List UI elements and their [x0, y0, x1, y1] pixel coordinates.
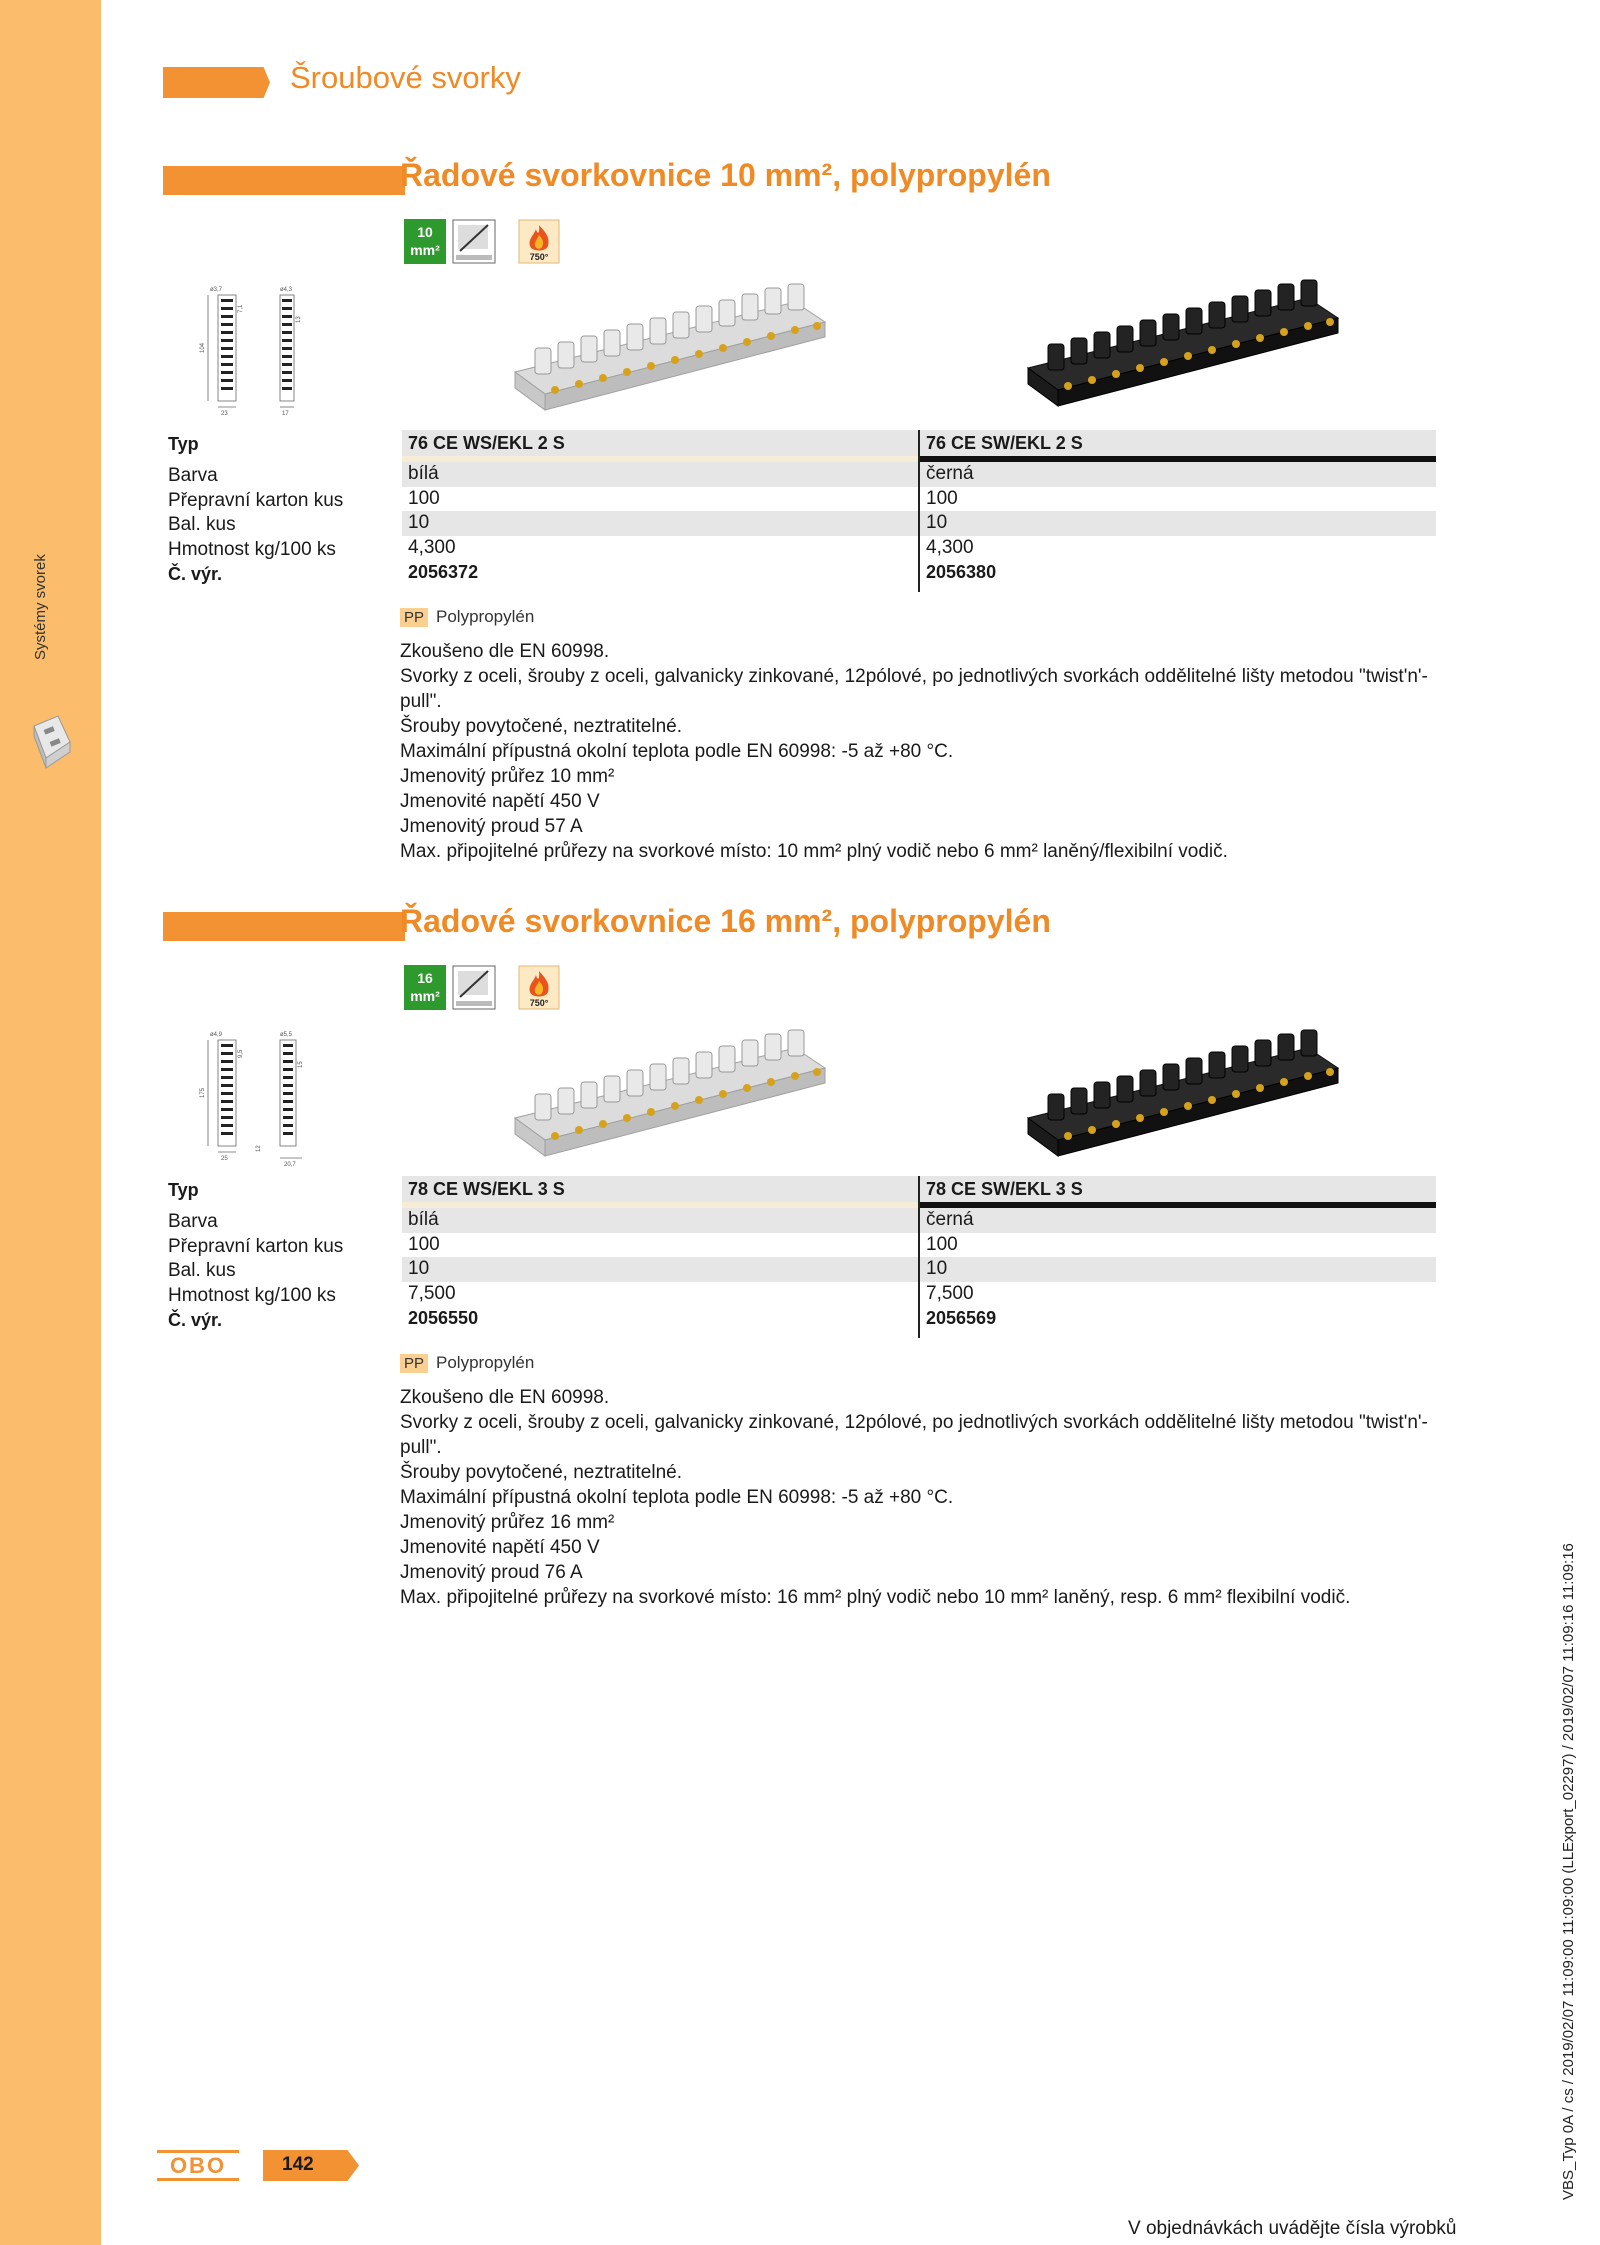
description-line: Zkoušeno dle EN 60998.	[400, 1387, 610, 1408]
flame-750-icon	[518, 965, 560, 1010]
label-bal: Bal. kus	[168, 514, 236, 535]
value-weight: 7,500	[926, 1282, 974, 1304]
dim-label: 104	[200, 342, 206, 353]
dim-label: ø4,3	[280, 287, 293, 293]
label-bal: Bal. kus	[168, 1260, 236, 1281]
value-karton: 100	[926, 487, 958, 509]
type-name: 78 CE SW/EKL 3 S	[920, 1176, 1436, 1202]
description-line: Maximální přípustná okolní teplota podle EN 60998: -5 až +80 °C.	[400, 1487, 954, 1508]
page-title: Šroubové svorky	[290, 60, 521, 95]
description	[400, 639, 1440, 864]
page-number: 142	[282, 2154, 314, 2175]
description-line: Jmenovitý průřez 16 mm²	[400, 1512, 615, 1533]
description-line: Max. připojitelné průřezy na svorkové místo: 16 mm² plný vodič nebo 10 mm² laněný, resp. 6 mm² flexibilní vodič.	[400, 1587, 1351, 1608]
spec-labels	[168, 432, 343, 587]
spec-labels	[168, 1178, 343, 1333]
sidebar-label: Systémy svorek	[32, 554, 49, 660]
description-line: Zkoušeno dle EN 60998.	[400, 641, 610, 662]
footer-note: V objednávkách uvádějte čísla výrobků	[1128, 2218, 1457, 2239]
product-photo-black	[1018, 1028, 1348, 1158]
description-line: Jmenovitý proud 57 A	[400, 816, 583, 837]
description-line: Max. připojitelné průřezy na svorkové místo: 10 mm² plný vodič nebo 6 mm² laněný/flexibilní vodič.	[400, 841, 1228, 862]
dim-label: 23	[221, 411, 228, 417]
value-color: černá	[920, 1208, 1436, 1233]
header-tag	[163, 67, 270, 98]
label-typ: Typ	[168, 434, 199, 454]
export-info: VBS_Typ 0A / cs / 2019/02/07 11:09:00 11:09:00 (LLExport_02297) / 2019/02/07 11:09:16 11:09:16	[1560, 1543, 1577, 2200]
label-typ: Typ	[168, 1180, 199, 1200]
description-line: Jmenovitý proud 76 A	[400, 1562, 583, 1583]
logo-text: OBO	[169, 2153, 227, 2178]
badge-unit: mm²	[410, 242, 440, 258]
material-line	[400, 1353, 534, 1373]
value-karton: 100	[408, 487, 440, 509]
value-color: bílá	[402, 1208, 918, 1233]
halogen-free-icon	[452, 219, 496, 264]
product-photo-white	[505, 282, 835, 412]
dim-label: 13	[296, 316, 302, 323]
value-bal: 10	[402, 1257, 918, 1282]
description-line: Jmenovité napětí 450 V	[400, 791, 600, 812]
technical-drawing	[196, 1028, 314, 1168]
value-weight: 4,300	[926, 536, 974, 558]
side-band	[0, 0, 101, 2245]
description-line: Jmenovitý průřez 10 mm²	[400, 766, 615, 787]
label-cvyr: Č. výr.	[168, 1310, 223, 1330]
value-bal: 10	[920, 1257, 1436, 1282]
type-name: 76 CE WS/EKL 2 S	[402, 430, 918, 456]
dim-label: ø5,5	[280, 1032, 293, 1038]
spec-column-black	[920, 430, 1436, 585]
label-hmotnost: Hmotnost kg/100 ks	[168, 1284, 336, 1306]
column-separator	[918, 1176, 920, 1338]
spec-column-black	[920, 1176, 1436, 1331]
value-bal: 10	[402, 511, 918, 536]
description	[400, 1385, 1440, 1610]
section-bar	[163, 912, 405, 941]
obo-logo	[157, 2150, 239, 2181]
description-line: Jmenovité napětí 450 V	[400, 1537, 600, 1558]
label-karton: Přepravní karton kus	[168, 489, 344, 511]
value-weight: 4,300	[408, 536, 456, 558]
product-photo-white	[505, 1028, 835, 1158]
description-line: Maximální přípustná okolní teplota podle EN 60998: -5 až +80 °C.	[400, 741, 954, 762]
spec-column-white	[402, 1176, 918, 1331]
description-line: Šrouby povytočené, neztratitelné.	[400, 1462, 683, 1483]
value-karton: 100	[926, 1233, 958, 1255]
material-line	[400, 607, 534, 627]
article-number: 2056380	[926, 562, 997, 582]
label-hmotnost: Hmotnost kg/100 ks	[168, 538, 336, 560]
flame-750-icon	[518, 219, 560, 264]
dim-label: 20,7	[284, 1162, 296, 1168]
label-karton: Přepravní karton kus	[168, 1235, 344, 1257]
section-title: Řadové svorkovnice 16 mm², polypropylén	[400, 903, 1051, 939]
value-color: bílá	[402, 462, 918, 487]
section-bar	[163, 166, 405, 195]
dim-label: ø3,7	[210, 287, 223, 293]
label-barva: Barva	[168, 465, 218, 486]
type-name: 76 CE SW/EKL 2 S	[920, 430, 1436, 456]
terminal-block-icon	[28, 712, 74, 770]
value-karton: 100	[408, 1233, 440, 1255]
material-code: PP	[400, 608, 428, 627]
halogen-free-icon	[452, 965, 496, 1010]
badge-temp: 750°	[529, 252, 549, 262]
dim-label: 9,5	[238, 1049, 244, 1058]
material-name: Polypropylén	[436, 607, 535, 626]
cross-section-badge	[404, 219, 446, 264]
value-color: černá	[920, 462, 1436, 487]
material-code: PP	[400, 1354, 428, 1373]
badge-unit: mm²	[410, 988, 440, 1004]
article-number: 2056569	[926, 1308, 997, 1328]
badge-size: 16	[417, 970, 433, 986]
value-weight: 7,500	[408, 1282, 456, 1304]
badge-size: 10	[417, 224, 433, 240]
column-separator	[918, 430, 920, 592]
article-number: 2056372	[408, 562, 479, 582]
value-bal: 10	[920, 511, 1436, 536]
technical-drawing	[196, 283, 314, 418]
description-line: Šrouby povytočené, neztratitelné.	[400, 716, 683, 737]
cross-section-badge	[404, 965, 446, 1010]
dim-label: 175	[200, 1087, 206, 1098]
section-title: Řadové svorkovnice 10 mm², polypropylén	[400, 157, 1051, 193]
label-cvyr: Č. výr.	[168, 564, 223, 584]
dim-label: 15	[298, 1061, 304, 1068]
product-photo-black	[1018, 278, 1348, 408]
badge-temp: 750°	[529, 998, 549, 1008]
material-name: Polypropylén	[436, 1353, 535, 1372]
description-line: Svorky z oceli, šrouby z oceli, galvanicky zinkované, 12pólové, po jednotlivých svorkách oddělitelné lišty metodou "twist'n'-pull".	[400, 1412, 1428, 1458]
dim-label: 12	[256, 1145, 262, 1152]
dim-label: 7,1	[238, 304, 244, 313]
dim-label: 25	[221, 1156, 228, 1162]
article-number: 2056550	[408, 1308, 479, 1328]
description-line: Svorky z oceli, šrouby z oceli, galvanicky zinkované, 12pólové, po jednotlivých svorkách oddělitelné lišty metodou "twist'n'-pull".	[400, 666, 1428, 712]
dim-label: 17	[282, 411, 289, 417]
spec-column-white	[402, 430, 918, 585]
dim-label: ø4,9	[210, 1032, 223, 1038]
label-barva: Barva	[168, 1211, 218, 1232]
type-name: 78 CE WS/EKL 3 S	[402, 1176, 918, 1202]
